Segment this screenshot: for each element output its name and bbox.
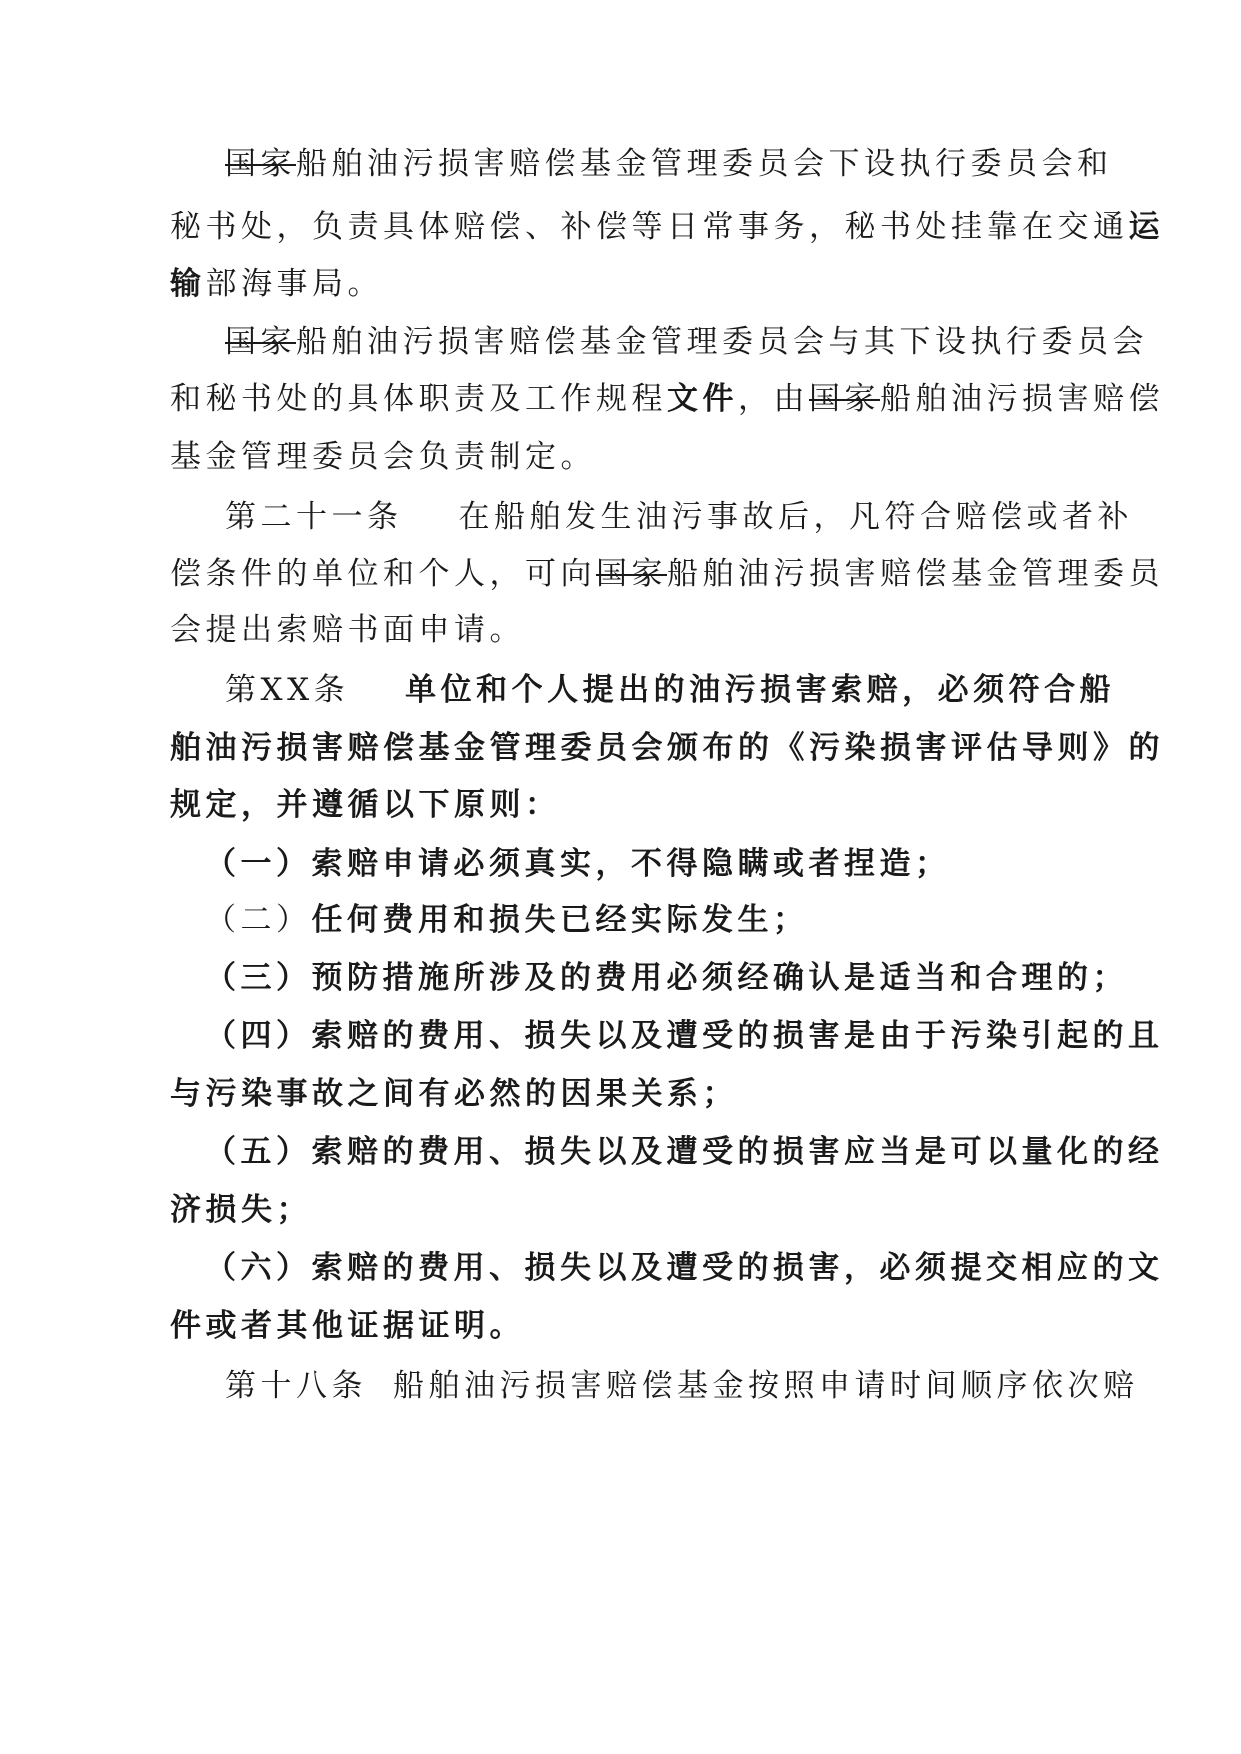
struck-text: 国家	[809, 381, 880, 417]
text-line	[170, 437, 596, 477]
article-number: 第XX条	[225, 672, 350, 708]
item-number: （二）	[205, 902, 312, 938]
text-line	[205, 958, 1128, 998]
bold-text: （五）索赔的费用、损失以及遭受的损害应当是可以量化的经	[205, 1134, 1164, 1170]
struck-text: 国家	[225, 146, 296, 182]
text-run: 偿条件的单位和个人，可向	[170, 556, 596, 592]
bold-text: （四）索赔的费用、损失以及遭受的损害是由于污染引起的且	[205, 1018, 1164, 1054]
text-run: ，由	[738, 381, 809, 417]
text-run: 和秘书处的具体职责及工作规程	[170, 381, 667, 417]
bold-text: 单位和个人提出的油污损害索赔，必须符合船	[405, 672, 1116, 708]
text-run: 船舶油污损害赔偿基金管理委员	[667, 556, 1164, 592]
text-run: 部海事局。	[205, 266, 383, 302]
struck-text: 国家	[596, 556, 667, 592]
text-line	[205, 1248, 1164, 1288]
text-line	[205, 900, 809, 940]
text-line	[170, 554, 1164, 594]
text-line	[225, 144, 1113, 184]
bold-text: 文件	[667, 381, 738, 417]
bold-text: 件或者其他证据证明。	[170, 1308, 525, 1344]
text-line	[170, 264, 383, 304]
text-run: 会提出索赔书面申请。	[170, 612, 525, 648]
text-run: 基金管理委员会负责制定。	[170, 439, 596, 475]
bold-text: 任何费用和损失已经实际发生；	[311, 902, 809, 938]
text-run: 船舶油污损害赔偿基金管理委员会下设执行委员会和	[296, 146, 1113, 182]
text-line	[225, 1366, 1139, 1406]
text-line	[170, 207, 1164, 247]
bold-text: 舶油污损害赔偿基金管理委员会颁布的《污染损害评估导则》的	[170, 730, 1164, 766]
text-line	[225, 322, 1148, 362]
text-run: 在船舶发生油污事故后，凡符合赔偿或者补	[458, 499, 1133, 535]
bold-text: 与污染事故之间有必然的因果关系；	[170, 1076, 738, 1112]
article-number: 第二十一条	[225, 499, 403, 535]
text-line	[225, 497, 1133, 537]
text-line	[170, 1074, 738, 1114]
text-run: 船舶油污损害赔偿基金按照申请时间顺序依次赔	[393, 1368, 1139, 1404]
struck-text: 国家	[225, 324, 296, 360]
text-run: 船舶油污损害赔偿基金管理委员会与其下设执行委员会	[296, 324, 1148, 360]
bold-text: 济损失；	[170, 1192, 312, 1228]
text-line	[205, 1132, 1164, 1172]
text-run: 船舶油污损害赔偿	[880, 381, 1164, 417]
text-line	[170, 1306, 525, 1346]
bold-text: （三）预防措施所涉及的费用必须经确认是适当和合理的；	[205, 960, 1128, 996]
bold-text: 输	[170, 266, 206, 302]
text-line	[170, 785, 561, 825]
text-line	[225, 670, 1115, 710]
bold-text: （一）索赔申请必须真实，不得隐瞒或者捏造；	[205, 846, 951, 882]
text-line	[170, 728, 1164, 768]
article-number: 第十八条	[225, 1368, 367, 1404]
bold-text: 规定，并遵循以下原则：	[170, 787, 561, 823]
text-line	[205, 844, 951, 884]
bold-text: （六）索赔的费用、损失以及遭受的损害，必须提交相应的文	[205, 1250, 1164, 1286]
text-line	[170, 610, 525, 650]
text-line	[205, 1016, 1164, 1056]
text-line	[170, 1190, 312, 1230]
text-run: 秘书处，负责具体赔偿、补偿等日常事务，秘书处挂靠在交通	[170, 209, 1129, 245]
bold-text: 运	[1128, 209, 1164, 245]
text-line	[170, 379, 1164, 419]
